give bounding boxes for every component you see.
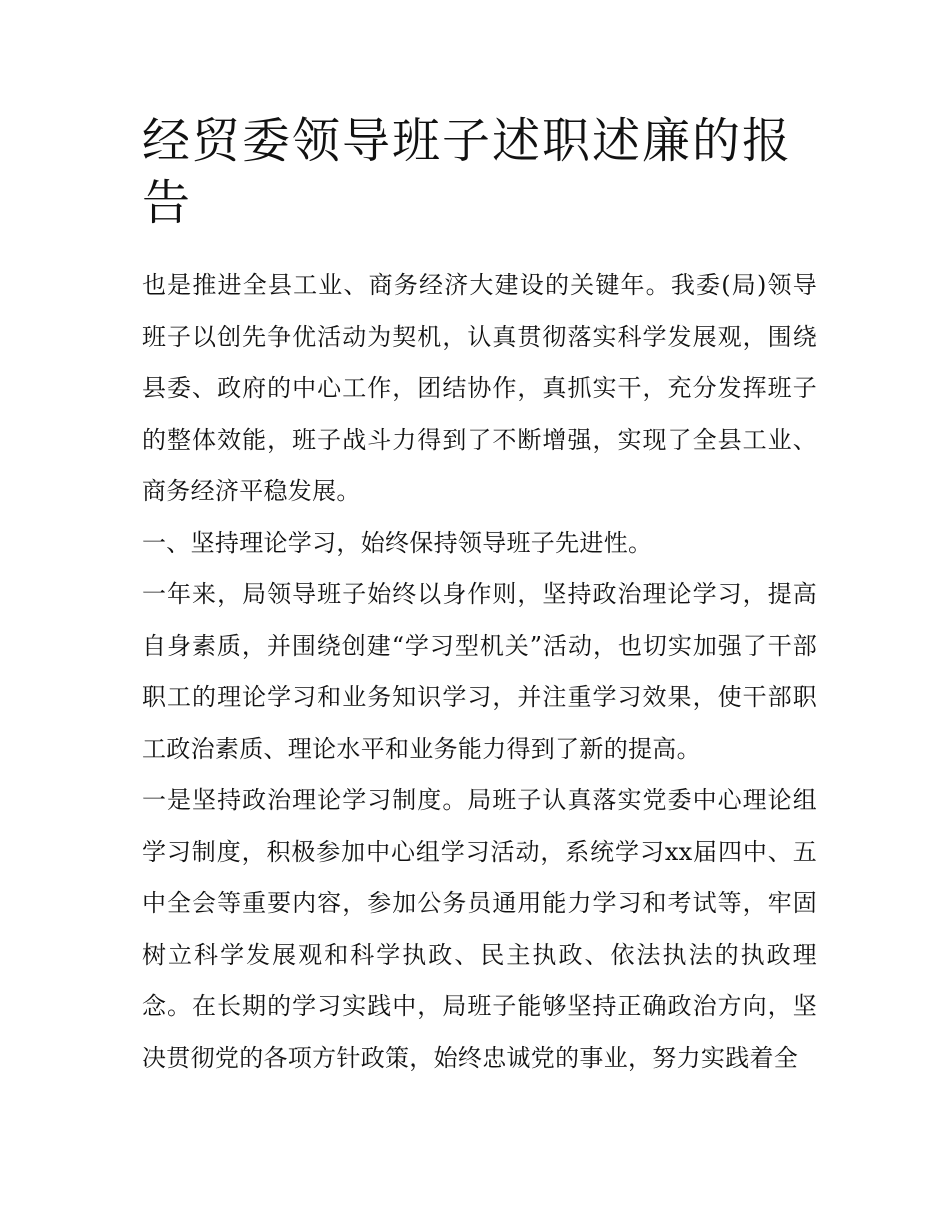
section-heading-1: 一、坚持理论学习，始终保持领导班子先进性。 bbox=[142, 528, 653, 557]
paragraph-study-system: 一是坚持政治理论学习制度。局班子认真落实党委中心理论组学习制度，积极参加中心组学习活动，系统学习xx届四中、五中全会等重要内容，参加公务员通用能力学习和考试等，牢固树立科学发展观和科学执政、民主执政、依法执法的执政理念。在长期的学习实践中，局班子能够坚持正确政治方向，坚决贯彻党的各项方针政策，始终忠诚党的事业，努力实践着全 bbox=[142, 786, 817, 1072]
document-title: 经贸委领导班子述职述廉的报告 bbox=[142, 113, 793, 231]
paragraph-intro: 也是推进全县工业、商务经济大建设的关键年。我委(局)领导班子以创先争优活动为契机，认真贯彻落实科学发展观，围绕县委、政府的中心工作，团结协作，真抓实干，充分发挥班子的整体效能，班子战斗力得到了不断增强，实现了全县工业、商务经济平稳发展。 bbox=[142, 271, 817, 505]
document-body bbox=[142, 110, 817, 1084]
paragraph-study: 一年来，局领导班子始终以身作则，坚持政治理论学习，提高自身素质，并围绕创建“学习型机关”活动，也切实加强了干部职工的理论学习和业务知识学习，并注重学习效果，使干部职工政治素质、理论水平和业务能力得到了新的提高。 bbox=[142, 580, 817, 763]
